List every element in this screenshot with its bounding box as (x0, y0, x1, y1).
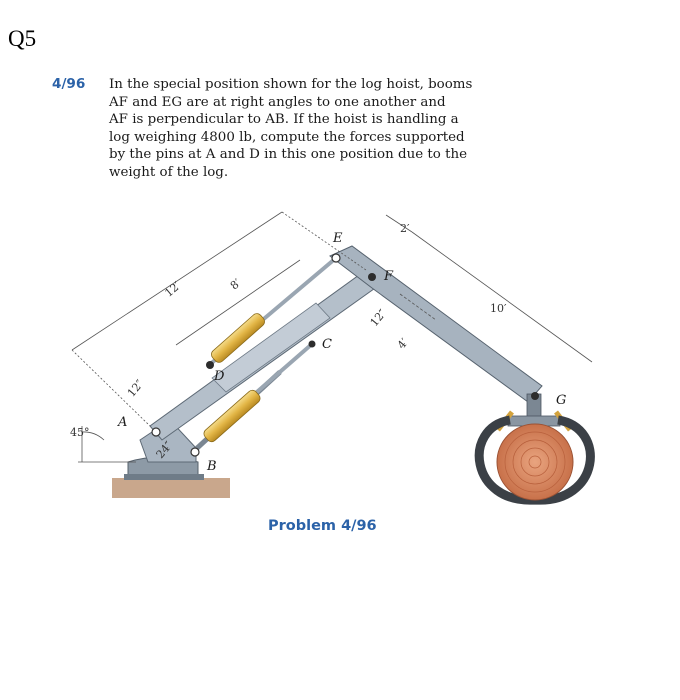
label-f: F (384, 269, 394, 284)
problem-line: log weighing 4800 lb, compute the forces supported (109, 129, 465, 145)
problem-line: by the pins at A and D in this one position due to the (109, 147, 468, 163)
log-hoist-figure (0, 200, 680, 540)
pin-f (368, 273, 376, 281)
problem-line: weight of the log. (109, 164, 229, 180)
label-d: D (214, 369, 225, 384)
figure-caption: Problem 4/96 (268, 518, 377, 534)
dim-a-to-d-offset: 12″ (124, 377, 147, 400)
problem-line: AF and EG are at right angles to one another and (109, 94, 446, 110)
dim-f-to-c-offset: 12″ (367, 306, 390, 330)
angle-label: 45° (70, 426, 90, 439)
label-a: A (118, 415, 128, 430)
dim-f-to-g: 10′ (490, 302, 507, 315)
label-b: B (207, 459, 217, 474)
dim-af-length: 12′ (162, 279, 184, 300)
pin-g (531, 392, 539, 400)
dim-ad-length: 8′ (227, 276, 244, 293)
pin-b (191, 448, 199, 456)
problem-number: 4/96 (52, 76, 86, 92)
dim-c-segment: 4′ (394, 335, 411, 352)
boom-eg (330, 246, 542, 402)
problem-line: AF is perpendicular to AB. If the hoist is handling a (109, 112, 459, 128)
dim-e-to-f: 2′ (400, 222, 410, 235)
question-label: Q5 (8, 26, 37, 51)
label-e: E (333, 231, 343, 246)
label-g: G (556, 393, 567, 408)
pin-d (206, 361, 214, 369)
pin-c (309, 341, 316, 348)
dim-a-to-b: 24″ (153, 438, 176, 462)
label-c: C (322, 337, 332, 352)
problem-text (109, 76, 625, 182)
problem-line: In the special position shown for the log hoist, booms (109, 77, 473, 92)
log (497, 424, 573, 500)
pin-a (152, 428, 160, 436)
pin-e (332, 254, 340, 262)
